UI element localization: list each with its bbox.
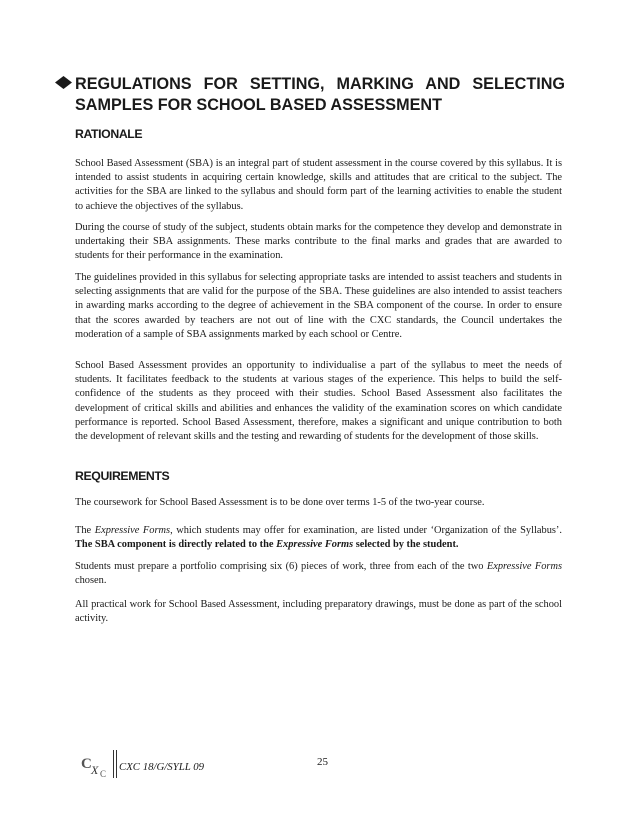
rationale-paragraph-1: School Based Assessment (SBA) is an integral part of student assessment in the course covered by this syllabus. It is intended to assist students in acquiring certain knowledge, skills and attitudes that are critical to the subject. The activities for the SBA are linked to the syllabus and should form part of the learning activities to enable the student to achieve the objectives of the syllabus. <box>75 158 562 212</box>
footer-divider <box>116 750 117 778</box>
text-segment: chosen. <box>75 575 107 587</box>
text-segment: selected by the student. <box>353 539 459 551</box>
rationale-paragraph-3: The guidelines provided in this syllabus for selecting appropriate tasks are intended to assist teachers and students in selecting assignments that are valid for the purpose of the SBA. These guidelines are also intended to assist teachers in awarding marks according to the degree of achievement in the SBA component of the course. In order to ensure that the scores awarded by teachers are not out of line with the CXC standards, the Council undertakes the moderation of a sample of SBA assignments marked by each school or Centre. <box>75 272 562 340</box>
svg-text:C: C <box>81 756 92 772</box>
page-heading-line1: REGULATIONS FOR SETTING, MARKING AND SELECTING <box>75 75 565 93</box>
expressive-forms-term: Expressive Forms <box>486 561 562 572</box>
requirements-paragraph-2 <box>75 524 562 552</box>
requirements-paragraph-1: The coursework for School Based Assessment is to be done over terms 1-5 of the two-year course. <box>75 497 485 508</box>
rationale-heading: RATIONALE <box>75 127 143 141</box>
text-segment: The <box>75 525 95 536</box>
expressive-forms-term: Expressive Forms <box>94 525 171 536</box>
rationale-paragraph-2: During the course of study of the subject, students obtain marks for the competence they develop and demonstrate in undertaking their SBA assignments. These marks contribute to the final marks and grades that are awarded to students for their performance in the examination. <box>75 222 562 262</box>
svg-text:X: X <box>91 763 99 777</box>
expressive-forms-term: Expressive Forms <box>276 539 354 551</box>
text-segment: The SBA component is directly related to the <box>75 539 277 551</box>
requirements-paragraph-4: All practical work for School Based Assessment, including preparatory drawings, must be done as part of the school activity. <box>75 599 562 625</box>
cxc-logo <box>78 750 114 780</box>
footer-divider <box>113 750 114 778</box>
page-number: 25 <box>317 756 328 768</box>
requirements-heading: REQUIREMENTS <box>75 469 170 483</box>
rationale-paragraph-4: School Based Assessment provides an opportunity to individualise a part of the syllabus to meet the needs of students. It facilitates feedback to the students at various stages of the experience. This helps to build the self-confidence of the students as they proceed with their studies. School Based Assessment also facilitates the development of critical skills and abilities and enhances the validity of the examination scores on which candidate performance is reported. School Based Assessment, therefore, makes a significant and unique contribution to both the development of relevant skills and the testing and rewarding of students for the development of those skills. <box>75 360 562 443</box>
bold-statement <box>75 539 459 550</box>
text-segment: Students must prepare a portfolio comprising six (6) pieces of work, three from each of the two <box>75 561 487 572</box>
text-segment: , which students may offer for examination, are listed under ‘Organization of the Syllabus’. <box>170 525 562 536</box>
syllabus-code: CXC 18/G/SYLL 09 <box>119 761 205 773</box>
svg-text:C: C <box>100 769 107 779</box>
page-heading-line2: SAMPLES FOR SCHOOL BASED ASSESSMENT <box>75 96 442 114</box>
diamond-bullet-icon <box>55 76 72 89</box>
requirements-paragraph-3 <box>75 560 562 588</box>
page-heading <box>75 74 565 116</box>
